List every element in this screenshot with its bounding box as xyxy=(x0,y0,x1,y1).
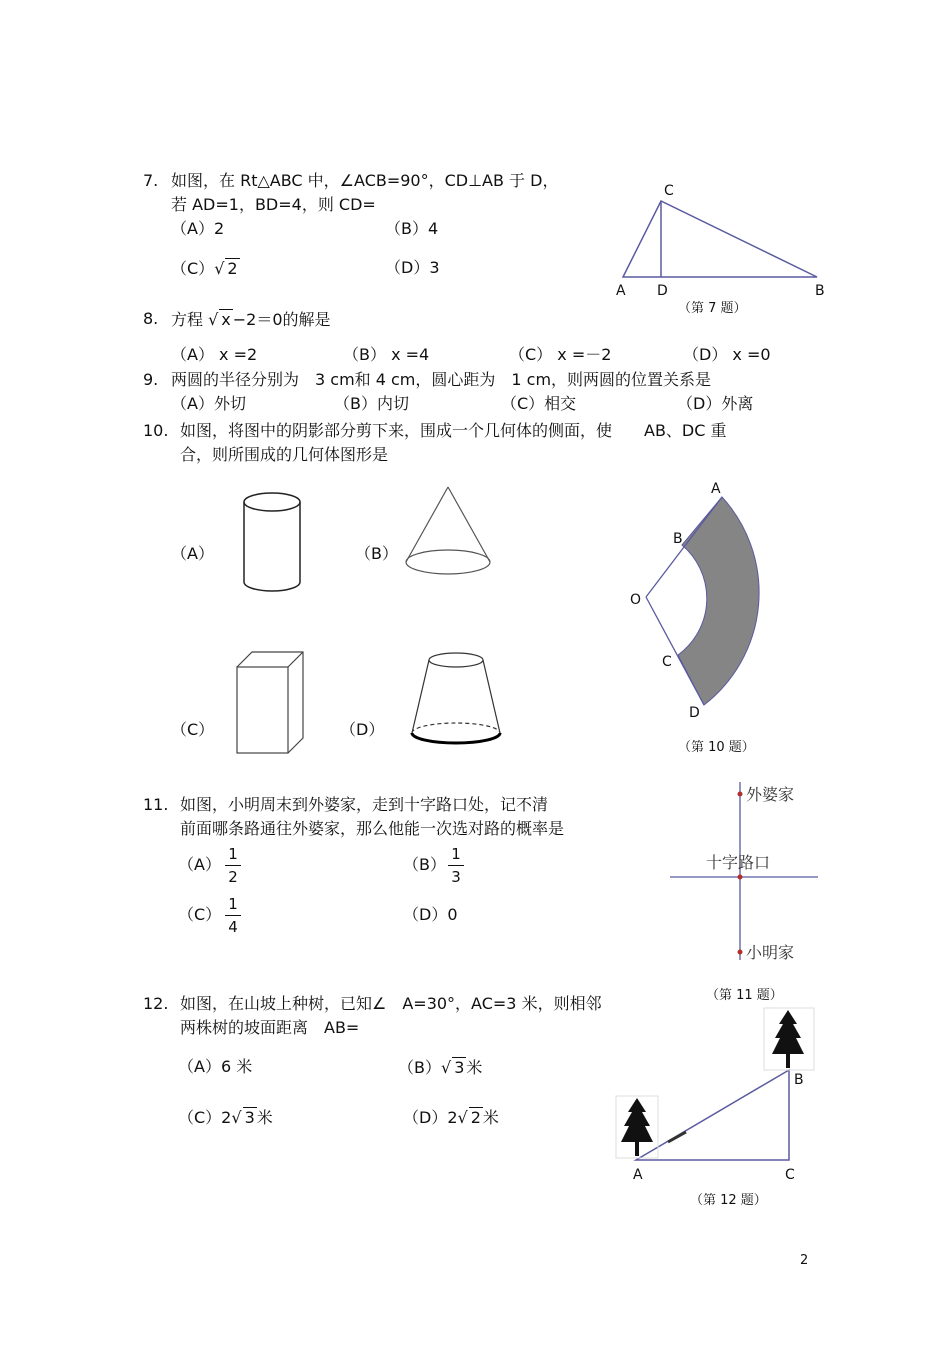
slope-mark xyxy=(668,1132,686,1142)
q10-option-d: （D） xyxy=(340,720,385,739)
q7-label-b: B xyxy=(815,283,825,299)
q12-option-d-radicand: 2 xyxy=(470,1108,481,1127)
q12-option-d: （D）2√ 2 米 xyxy=(403,1108,499,1127)
q11-option-c-denominator: 4 xyxy=(228,918,238,936)
q10-label-o: O xyxy=(630,592,642,608)
map-label-grandma: 外婆家 xyxy=(746,785,795,804)
q10-caption: （第 10 题） xyxy=(678,740,755,755)
q8-option-d: （D） x =0 xyxy=(683,345,771,364)
q10-label-b: B xyxy=(673,531,683,547)
q9-number: 9. xyxy=(143,370,159,389)
q10-line1: 如图，将图中的阴影部分剪下来，围成一个几何体的侧面，使 AB、DC 重 xyxy=(180,421,727,440)
q8-suffix: −2＝0的解是 xyxy=(232,310,331,329)
tree-icon-right xyxy=(764,1008,814,1070)
slope-triangle xyxy=(636,1070,789,1160)
q11-option-d: （D）0 xyxy=(403,905,458,924)
q7-option-c-label: （C） xyxy=(171,259,215,278)
q11-option-b-label: （B） xyxy=(403,855,446,874)
q12-option-b-label: （B） xyxy=(398,1058,441,1077)
q12-option-c-label: （C）2 xyxy=(178,1108,232,1127)
q8-option-a: （A） x =2 xyxy=(171,345,258,364)
q8-option-c: （C） x =－2 xyxy=(509,345,612,364)
q7-option-a: （A）2 xyxy=(171,219,225,238)
q10-line2: 合，则所围成的几何体图形是 xyxy=(180,445,389,464)
q9-option-d: （D）外离 xyxy=(677,394,754,413)
map-label-crossroad: 十字路口 xyxy=(706,853,771,872)
q10-option-b: （B） xyxy=(355,544,398,563)
q12-label-a: A xyxy=(633,1167,643,1183)
q7-number: 7. xyxy=(143,171,159,190)
q7-label-c: C xyxy=(664,183,674,199)
q9-text: 两圆的半径分别为 3 cm和 4 cm，圆心距为 1 cm，则两圆的位置关系是 xyxy=(171,370,712,389)
q12-option-b-radicand: 3 xyxy=(454,1058,465,1077)
q11-option-b-denominator: 3 xyxy=(451,868,461,886)
q12-line2: 两株树的坡面距离 AB= xyxy=(180,1018,360,1037)
q9-option-a: （A）外切 xyxy=(171,394,246,413)
q12-option-c-radicand: 3 xyxy=(244,1108,255,1127)
q11-caption: （第 11 题） xyxy=(706,988,783,1003)
q10-option-a: （A） xyxy=(171,544,214,563)
q11-line2: 前面哪条路通往外婆家，那么他能一次选对路的概率是 xyxy=(180,819,565,838)
q12-label-b: B xyxy=(794,1072,804,1088)
q11-option-a-label: （A） xyxy=(178,855,221,874)
q12-option-d-label: （D）2 xyxy=(403,1108,458,1127)
q9-option-b: （B）内切 xyxy=(334,394,409,413)
q8-option-b: （B） x =4 xyxy=(343,345,430,364)
q10-label-d: D xyxy=(689,705,700,721)
q11-option-b-numerator: 1 xyxy=(451,845,461,863)
q11-option-a-numerator: 1 xyxy=(228,845,238,863)
q7-line1: 如图，在 Rt△ABC 中，∠ACB=90°，CD⊥AB 于 D， xyxy=(171,171,559,190)
q12-option-c: （C）2√ 3 米 xyxy=(178,1108,273,1127)
page-number: 2 xyxy=(800,1253,809,1268)
q12-option-b-unit: 米 xyxy=(466,1058,483,1077)
q11-option-a-denominator: 2 xyxy=(228,868,238,886)
q12-option-c-unit: 米 xyxy=(256,1108,273,1127)
q8-prefix: 方程 xyxy=(171,310,204,329)
q11-number: 11. xyxy=(143,795,169,814)
q12-caption: （第 12 题） xyxy=(690,1193,767,1208)
tree-icon-left xyxy=(616,1096,658,1158)
q12-option-a: （A）6 米 xyxy=(178,1057,253,1076)
q7-caption: （第 7 题） xyxy=(678,301,747,316)
q7-option-d: （D）3 xyxy=(385,258,440,277)
q11-line1: 如图，小明周末到外婆家，走到十字路口处，记不清 xyxy=(180,795,549,814)
q7-option-b: （B）4 xyxy=(385,219,439,238)
q11-option-c-numerator: 1 xyxy=(228,895,238,913)
q12-line1: 如图，在山坡上种树，已知∠ A=30°，AC=3 米，则相邻 xyxy=(180,994,602,1013)
q7-option-c-radicand: 2 xyxy=(227,259,238,278)
map-label-xiaoming: 小明家 xyxy=(746,943,795,962)
q12-option-b: （B）√ 3 米 xyxy=(398,1058,483,1077)
q11-option-c-label: （C） xyxy=(178,905,222,924)
q8-radicand: x xyxy=(221,310,231,329)
q8-number: 8. xyxy=(143,309,159,328)
q7-label-a: A xyxy=(616,283,626,299)
q12-number: 12. xyxy=(143,994,169,1013)
q7-label-d: D xyxy=(657,283,668,299)
q10-label-c: C xyxy=(662,654,672,670)
q12-label-c: C xyxy=(785,1167,795,1183)
q7-option-c: （C）√ 2 xyxy=(171,259,238,278)
q8-equation: 方程 √ x −2＝0的解是 xyxy=(171,310,331,329)
q10-number: 10. xyxy=(143,421,169,440)
q10-option-c: （C） xyxy=(171,720,215,739)
q7-line2: 若 AD=1，BD=4，则 CD= xyxy=(171,195,376,214)
q10-label-a: A xyxy=(711,481,721,497)
q12-option-d-unit: 米 xyxy=(482,1108,499,1127)
q9-option-c: （C）相交 xyxy=(501,394,577,413)
